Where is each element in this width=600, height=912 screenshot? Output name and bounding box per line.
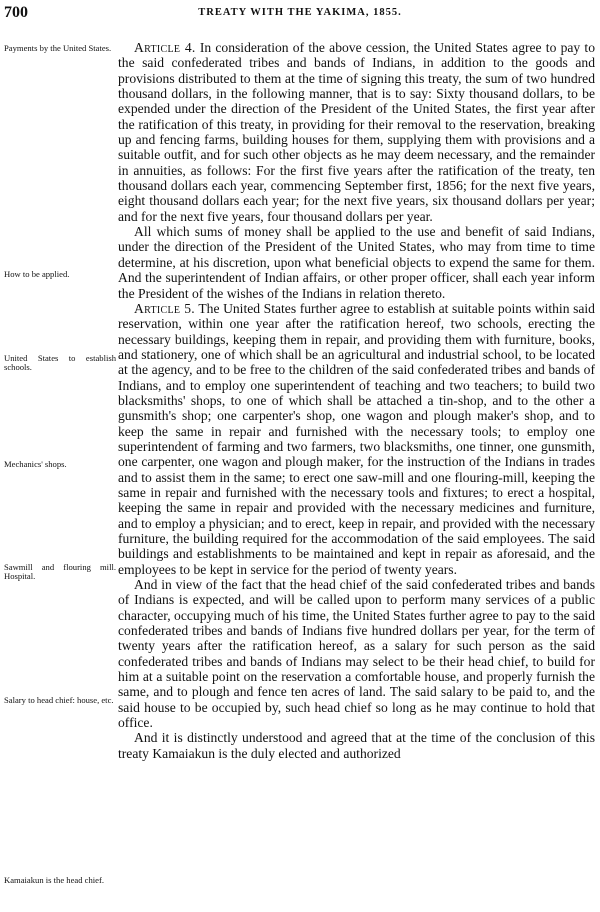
article-paragraph [118,301,595,577]
paragraph-text: The United States further agree to establish at suitable points within said reservation, within one year after the ratification hereof, two schools, erecting the necessary buildings, keeping them in repair, and providing them with furniture, books, and stationery, one of which shall be an agricultural and industrial school, to be located at the agency, and to be free to the children of the said confederated tribes and bands of Indians, and to employ one superintendent of teaching and two teachers; to build two blacksmiths' shops, to one of which shall be attached a tin-shop, and to the other a gunsmith's shop; one carpenter's shop, one wagon and plough maker's shop, and to keep the same in repair and furnished with the necessary tools; to employ one superintendent of farming and two farmers, two blacksmiths, one tinner, one gunsmith, one carpenter, one wagon and plough maker, for the instruction of the Indians in trades and to assist them in the same; to erect one saw-mill and one flouring-mill, keeping the same in repair and furnished with the necessary tools and fixtures; to erect a hospital, keeping the same in repair and provided with the necessary medicines and furniture, and to employ a physician; and to erect, keep in repair, and provided with the necessary furniture, the building required for the accommodation of the said employees. The said buildings and establishments to be maintained and kept in repair as aforesaid, and the employees to be kept in service for the period of twenty years. [118,300,595,577]
page-header [4,4,596,26]
margin-note: Salary to head chief: house, etc. [4,695,114,705]
article-heading: Article 5. [134,300,195,316]
margin-note: Mechanics' shops. [4,459,67,469]
margin-note: How to be applied. [4,269,70,279]
paragraph-text: In consideration of the above cession, the United States agree to pay to the said confederated tribes and bands of Indians, in addition to the goods and provisions distributed to them at the time of signing this treaty, the sum of two hundred thousand dollars, in the following manner, that is to say: Sixty thousand dollars, to be expended under the direction of the President of the United States, the first year after the ratification of this treaty, in providing for their removal to the reservation, breaking up and fencing farms, building houses for them, supplying them with provisions and a suitable outfit, and for such other objects as he may deem necessary, and the remainder in annuities, as follows: For the first five years after the ratification of the treaty, ten thousand dollars each year, commencing September first, 1856; for the next five years, eight thousand dollars each year; for the next five years, six thousand dollars per year; and for the next five years, four thousand dollars per year. [118,40,595,224]
paragraph-text: All which sums of money shall be applied to the use and benefit of said Indians, under the direction of the President of the United States, who may from time to time determine, at his discretion, upon what beneficial objects to expend the same for them. And the superintendent of Indian affairs, or other proper officer, shall each year inform the President of the wishes of the Indians in relation thereto. [118,224,595,301]
treaty-body-text [118,40,595,761]
margin-note: Sawmill and flouring mill. Hospital. [4,562,116,581]
paragraph [118,224,595,301]
article-heading: Article 4. [134,40,196,55]
paragraph-text: And in view of the fact that the head chief of the said confederated tribes and bands of Indians is expected, and will be called upon to perform many services of a public character, occupying much of his time, the United States further agree to pay to the said confederated tribes and bands of Indians five hundred dollars per year, for the term of twenty years after the ratification hereof, as a salary for such person as the said confederated tribes and bands of Indians may select to be their head chief, to build for him at a suitable point on the reservation a comfortable house, and properly furnish the same, and to plough and fence ten acres of land. The said salary to be paid to, and the said house to be occupied by, such head chief so long as he may continue to hold that office. [118,577,595,731]
running-title: TREATY WITH THE YAKIMA, 1855. [198,7,402,18]
margin-note: United States to establish schools. [4,353,116,372]
paragraph [118,730,595,761]
page-number: 700 [4,4,28,21]
article-paragraph [118,40,595,224]
paragraph [118,577,595,730]
margin-note: Payments by the United States. [4,43,112,53]
paragraph-text: And it is distinctly understood and agreed that at the time of the conclusion of this treaty Kamaiakun is the duly elected and authorized [118,730,595,761]
margin-note: Kamaiakun is the head chief. [4,875,104,885]
